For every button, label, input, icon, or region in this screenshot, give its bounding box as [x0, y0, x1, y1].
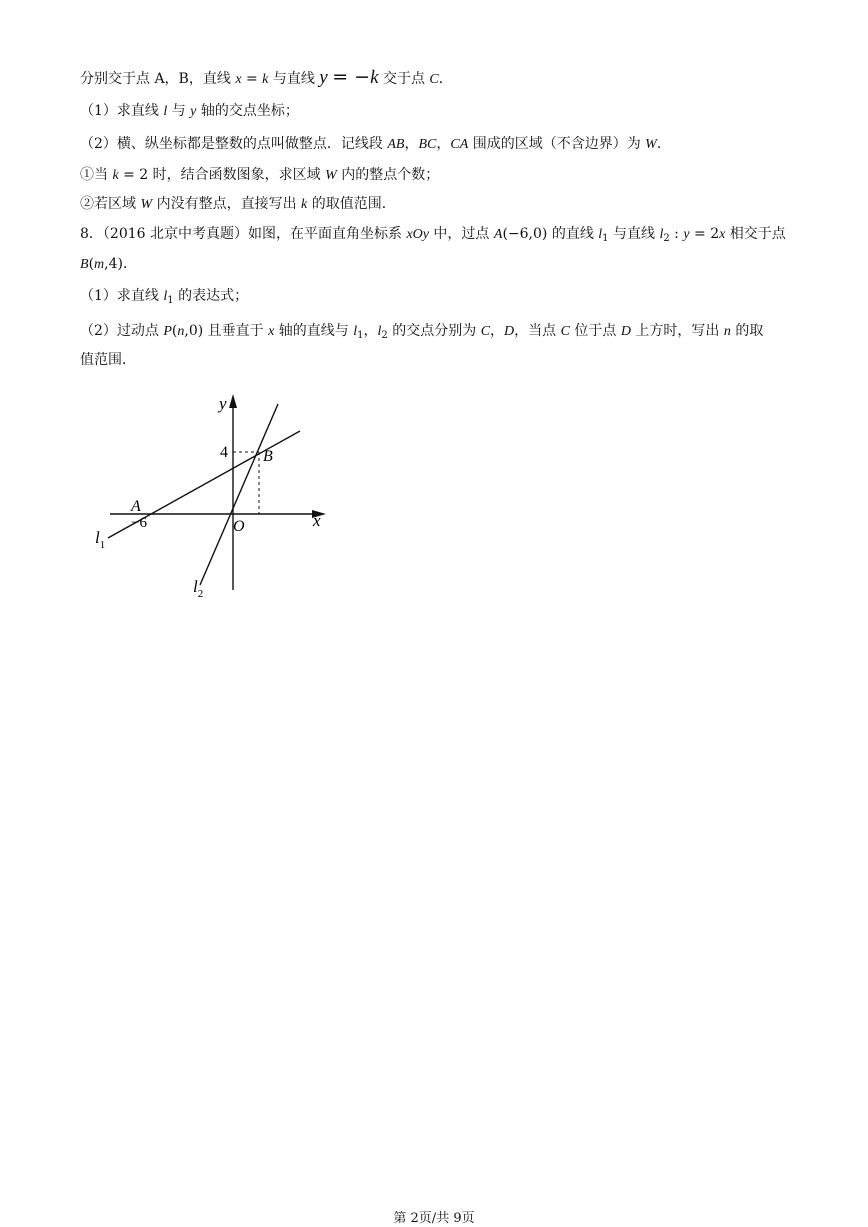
tick-label-neg6: −6	[131, 515, 147, 531]
point-a-label: A	[131, 498, 141, 515]
line-10: 值范围．	[80, 352, 136, 368]
l1-label: $l_1$	[95, 528, 106, 551]
y-axis-label: y	[219, 394, 227, 413]
origin-label: O	[233, 518, 245, 535]
line-3: （2）横、纵坐标都是整数的点叫做整点．记线段 AB，BC，CA 围成的区域（不含边界）为 W．	[80, 136, 671, 152]
tick-label-4: 4	[220, 444, 228, 461]
coordinate-figure	[90, 390, 340, 610]
l2-label: $l_2$	[193, 577, 204, 600]
line-6: 8．（2016 北京中考真题）如图，在平面直角坐标系 xOy 中，过点 A(−6,0) 的直线 $l_1$ 与直线 $l_2$ : y = 2x 相交于点	[80, 226, 786, 244]
y-axis-arrow	[229, 394, 237, 408]
page-footer: 第 2页/共 9页	[393, 1211, 475, 1226]
line-2: （1）求直线 l 与 y 轴的交点坐标；	[80, 103, 299, 119]
line-l2	[200, 404, 278, 585]
line-7: B(m,4)．	[80, 256, 137, 272]
line-8: （1）求直线 $l_1$ 的表达式；	[80, 288, 249, 306]
x-axis-label: x	[313, 511, 321, 530]
point-b-label: B	[263, 448, 273, 465]
line-4: ①当 k = 2 时，结合函数图象，求区域 W 内的整点个数；	[80, 167, 440, 183]
line-1: 分别交于点 A，B，直线 x = k 与直线 y = −k 交于点 C．	[80, 66, 453, 88]
line-5: ②若区域 W 内没有整点，直接写出 k 的取值范围．	[80, 196, 396, 212]
line-9: （2）过动点 P(n,0) 且垂直于 x 轴的直线与 $l_1$，$l_2$ 的交点分别为 C，D，当点 C 位于点 D 上方时，写出 n 的取	[80, 323, 764, 341]
